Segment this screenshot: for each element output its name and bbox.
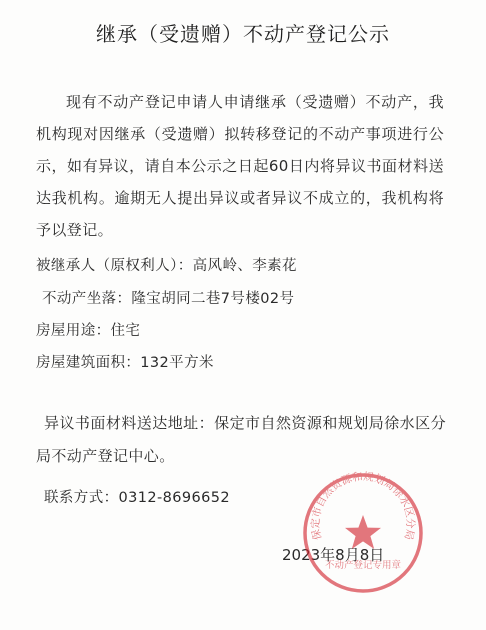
seal-bottom-text: 不动产登记专用章 <box>324 560 402 571</box>
location-line: 不动产坐落：隆宝胡同二巷7号楼02号 <box>42 291 295 307</box>
notice-title: 继承（受遗赠）不动产登记公示 <box>96 22 390 46</box>
heir-line: 被继承人（原权利人）：高风岭、李素花 <box>36 258 297 274</box>
seal-star-icon <box>345 515 381 549</box>
usage-line: 房屋用途：住宅 <box>36 323 141 339</box>
seal-outer-text: 保定市自然资源和规划局徐水区分局 <box>309 470 417 542</box>
contact-line: 联系方式：0312-8696652 <box>44 490 231 506</box>
objection-address: 异议书面材料送达地址：保定市自然资源和规划局徐水区分局不动产登记中心。 <box>36 414 446 465</box>
area-line: 房屋建筑面积：132平方米 <box>36 355 214 371</box>
official-seal-stamp <box>300 470 426 596</box>
notice-body: 现有不动产登记申请人申请继承（受遗赠）不动产，我机构现对因继承（受遗赠）拟转移登记的不动产事项进行公示，如有异议，请自本公示之日起60日内将异议书面材料送达我机构。逾期无人提出异议或者异议不成立的，我机构将予以登记。 <box>36 93 444 239</box>
notice-date: 2023年8月8日 <box>282 546 385 564</box>
